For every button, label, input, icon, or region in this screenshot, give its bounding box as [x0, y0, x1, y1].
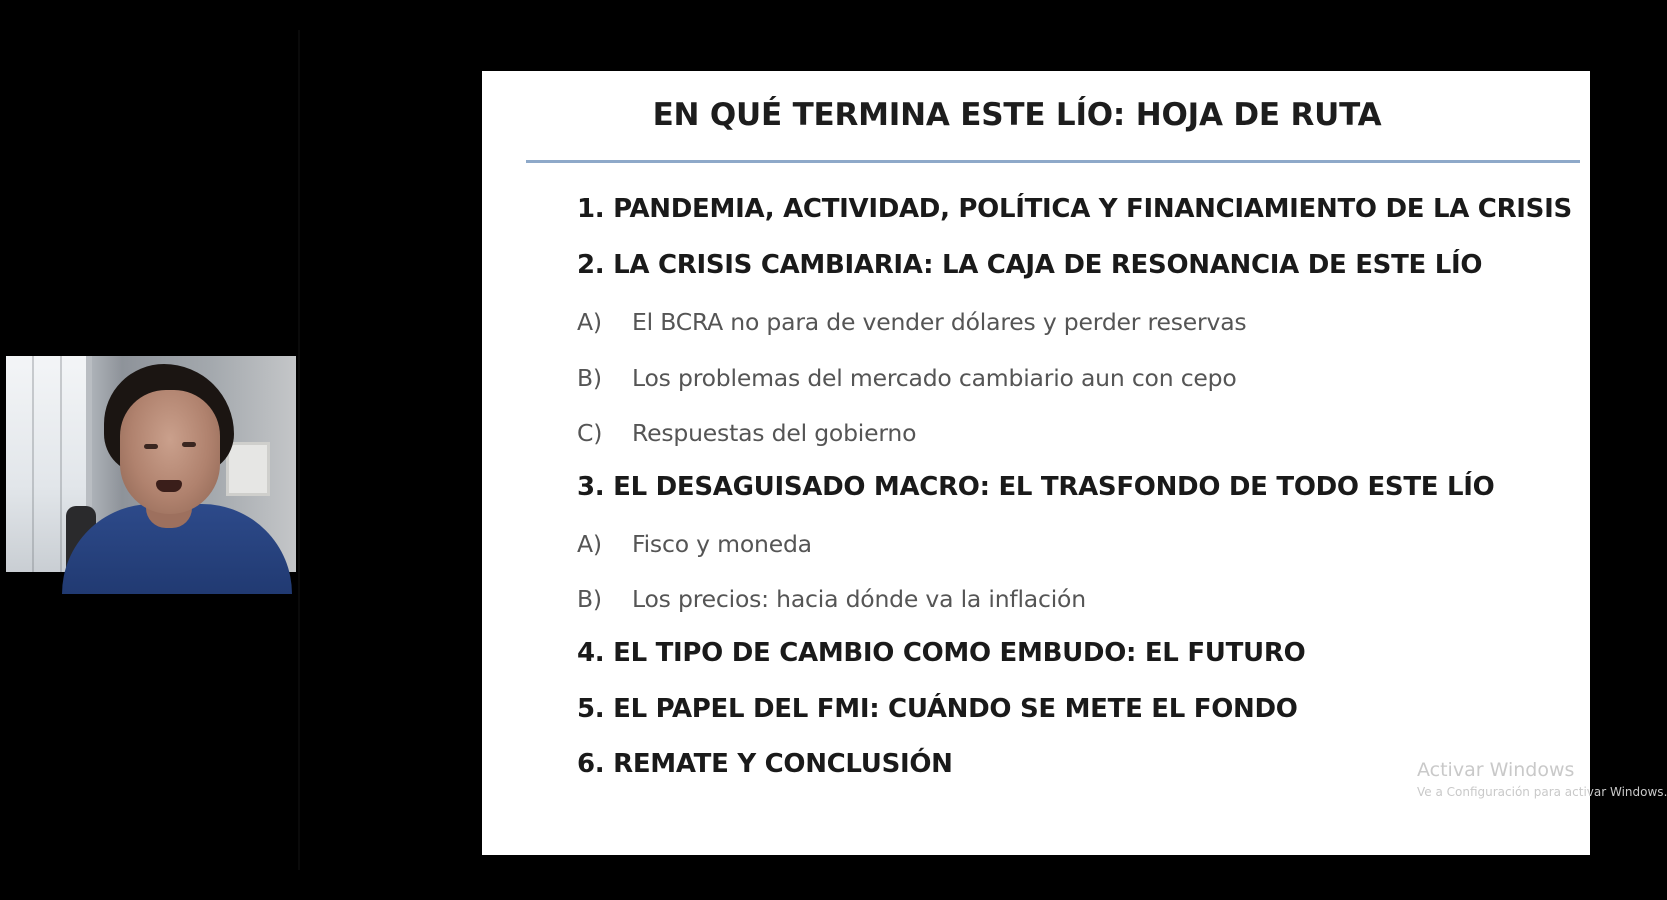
- agenda-item-4: [577, 638, 1305, 668]
- divider-line: [298, 30, 300, 870]
- agenda-subitem-3b: [577, 585, 1086, 613]
- agenda-item-text: 4. EL TIPO DE CAMBIO COMO EMBUDO: EL FUTURO: [577, 638, 1306, 668]
- webcam-wall-picture: [226, 442, 270, 496]
- agenda-item-text: 5. EL PAPEL DEL FMI: CUÁNDO SE METE EL FONDO: [577, 694, 1298, 724]
- webcam-video-tile[interactable]: [6, 356, 296, 572]
- agenda-subitem-2a: [577, 308, 1246, 336]
- agenda-item-2: [577, 250, 1482, 280]
- agenda-subitem-2b: [577, 364, 1237, 392]
- webcam-person-face: [120, 390, 220, 514]
- presentation-slide: [482, 71, 1667, 855]
- webcam-person-mouth: [156, 480, 182, 492]
- slide-title: EN QUÉ TERMINA ESTE LÍO: HOJA DE RUTA: [652, 97, 1382, 133]
- watermark-subtitle: Ve a Configuración para activar Windows.: [1417, 785, 1667, 799]
- agenda-item-text: 6. REMATE Y CONCLUSIÓN: [577, 749, 953, 779]
- title-underline: [526, 160, 1580, 163]
- agenda-item-text: 1. PANDEMIA, ACTIVIDAD, POLÍTICA Y FINANCIAMIENTO DE LA CRISIS: [577, 194, 1572, 224]
- agenda-subitem-text: El BCRA no para de vender dólares y perder reservas: [632, 308, 1247, 336]
- activate-windows-watermark: [1417, 759, 1667, 799]
- agenda-subitem-3a: [577, 530, 812, 558]
- agenda-subitem-letter: A): [577, 530, 602, 558]
- watermark-title: Activar Windows: [1417, 759, 1575, 781]
- agenda-subitem-text: Fisco y moneda: [632, 530, 812, 558]
- agenda-item-3: [577, 472, 1494, 502]
- agenda-item-5: [577, 694, 1298, 724]
- agenda-subitem-letter: B): [577, 585, 602, 613]
- agenda-subitem-text: Los problemas del mercado cambiario aun con cepo: [632, 364, 1237, 392]
- agenda-subitem-letter: A): [577, 308, 602, 336]
- agenda-subitem-text: Respuestas del gobierno: [632, 419, 917, 447]
- webcam-person-eye-left: [144, 444, 158, 449]
- agenda-item-text: 2. LA CRISIS CAMBIARIA: LA CAJA DE RESONANCIA DE ESTE LÍO: [577, 250, 1483, 280]
- agenda-subitem-letter: B): [577, 364, 602, 392]
- agenda-subitem-2c: [577, 419, 916, 447]
- agenda-subitem-text: Los precios: hacia dónde va la inflación: [632, 585, 1086, 613]
- webcam-person-eye-right: [182, 442, 196, 447]
- agenda-subitem-letter: C): [577, 419, 603, 447]
- agenda-item-1: [577, 194, 1572, 224]
- agenda-item-6: [577, 749, 953, 779]
- agenda-item-text: 3. EL DESAGUISADO MACRO: EL TRASFONDO DE TODO ESTE LÍO: [577, 472, 1495, 502]
